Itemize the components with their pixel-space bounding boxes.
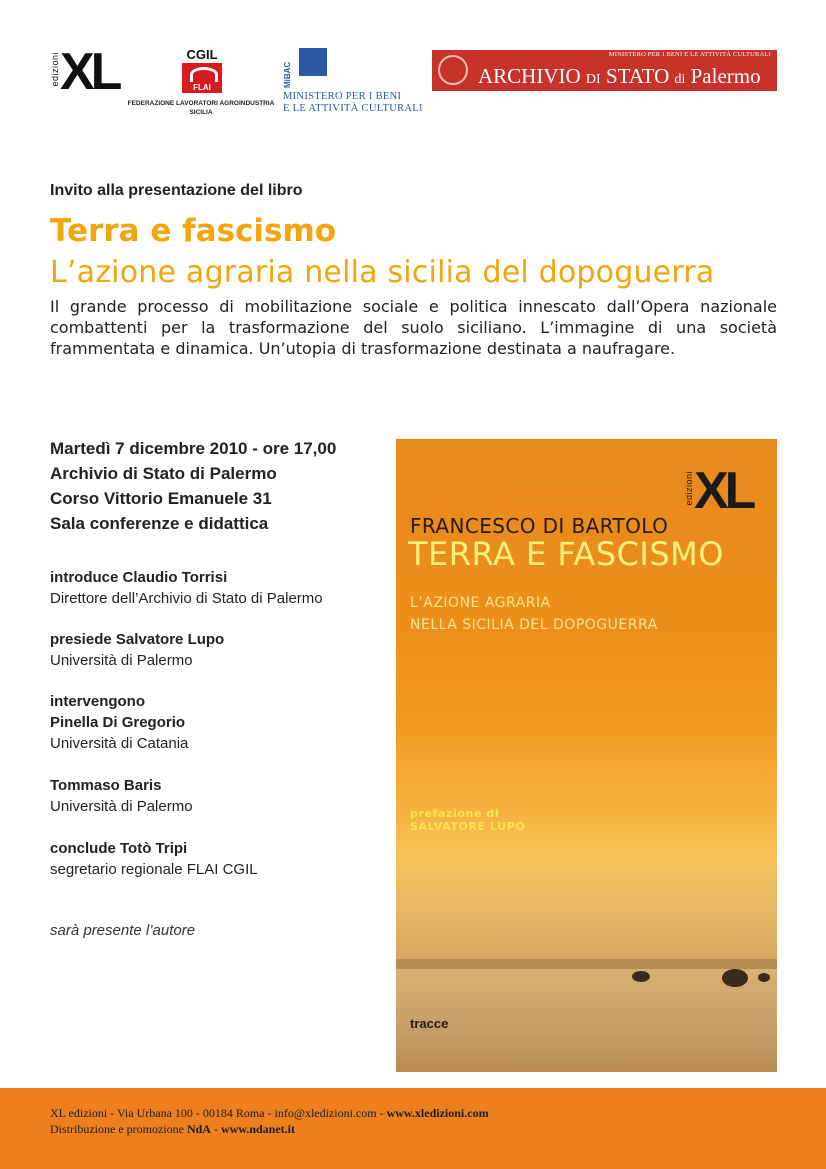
event-details — [50, 436, 336, 536]
cgil-caption — [126, 99, 276, 117]
cgil-flai-logo — [126, 48, 276, 120]
invitation-heading: Invito alla presentazione del libro — [50, 182, 303, 199]
cover-subtitle — [410, 592, 658, 636]
event-address: Corso Vittorio Emanuele 31 — [50, 489, 272, 508]
speaker-introduce — [50, 567, 323, 609]
speaker-baris — [50, 775, 193, 817]
mibac-vertical-text: MiBAC — [283, 61, 292, 88]
speaker-affiliation: Direttore dell’Archivio di Stato di Palermo — [50, 590, 323, 607]
cgil-name: CGIL — [186, 47, 218, 62]
cgil-emblem-icon — [182, 63, 222, 93]
cover-preface-label: prefazione di — [410, 807, 500, 820]
author-present-note: sarà presente l’autore — [50, 922, 196, 939]
footer-bar — [0, 1088, 826, 1169]
footer-link-ndanet[interactable]: www.ndanet.it — [220, 1122, 295, 1136]
speaker-name: Tommaso Baris — [50, 777, 162, 794]
cover-subtitle-line2: NELLA SICILIA DEL DOPOGUERRA — [410, 617, 658, 633]
book-title: Terra e fascismo — [50, 213, 337, 249]
xl-edizioni-logo — [50, 43, 119, 106]
cover-author: FRANCESCO DI BARTOLO — [410, 514, 669, 538]
mibac-logo — [283, 48, 423, 118]
speaker-name: Pinella Di Gregorio — [50, 714, 186, 731]
speaker-intervengono — [50, 691, 188, 754]
archivio-name: ARCHIVIO DI STATO di Palermo — [478, 64, 761, 88]
archivio-stato-logo — [432, 50, 777, 91]
speaker-presiede — [50, 629, 224, 671]
tree-icon — [758, 973, 770, 982]
archivio-ministry-text: MINISTERO PER I BENI E LE ATTIVITÀ CULTURALI — [608, 51, 771, 58]
cover-title: TERRA E FASCISMO — [408, 535, 724, 573]
cover-series: tracce — [410, 1016, 449, 1031]
cgil-flai-text: FLAI — [193, 83, 211, 92]
book-subtitle: L’azione agraria nella sicilia del dopoguerra — [50, 255, 715, 290]
logo-edizioni-text: edizioni — [50, 52, 60, 87]
footer-nda: NdA — [186, 1122, 211, 1136]
archivio-seal-icon — [438, 55, 468, 85]
footer-distribution-text: Distribuzione e promozione — [50, 1122, 187, 1136]
speaker-role: intervengono — [50, 693, 146, 710]
speaker-affiliation: Università di Palermo — [50, 798, 193, 815]
cover-xl-logo — [684, 462, 754, 525]
speaker-role: presiede Salvatore Lupo — [50, 631, 225, 648]
speaker-affiliation: Università di Palermo — [50, 652, 193, 669]
cover-edizioni-text: edizioni — [684, 471, 694, 506]
logo-xl-mark: XL — [60, 43, 119, 101]
speaker-affiliation: Università di Catania — [50, 735, 189, 752]
event-room: Sala conferenze e didattica — [50, 514, 269, 533]
cover-subtitle-line1: L’AZIONE AGRARIA — [410, 595, 551, 611]
cgil-caption-line2: SICILIA — [189, 109, 213, 116]
speaker-affiliation: segretario regionale FLAI CGIL — [50, 861, 258, 878]
speaker-conclude — [50, 838, 258, 880]
cgil-caption-line1: FEDERAZIONE LAVORATORI AGROINDUSTRIA — [127, 100, 275, 107]
cover-field — [396, 969, 777, 1072]
speaker-role: introduce Claudio Torrisi — [50, 569, 228, 586]
event-place: Archivio di Stato di Palermo — [50, 464, 277, 483]
mibac-emblem-icon — [299, 48, 327, 76]
footer-publisher-info: XL edizioni - Via Urbana 100 - 00184 Roma - info@xledizioni.com - — [50, 1106, 387, 1120]
book-blurb: Il grande processo di mobilitazione sociale e politica innescato dall’Opera nazionale combattenti per la trasformazione del suolo siciliano. L’immagine di una società frammentata e dinamica. Un’utopia di trasformazione destinata a naufragare. — [50, 297, 777, 358]
cover-preface — [410, 807, 525, 833]
book-cover — [396, 439, 777, 1072]
cover-xl-mark: XL — [694, 462, 753, 520]
speaker-role: conclude Totò Tripi — [50, 840, 188, 857]
footer-line2: Distribuzione e promozione NdA - www.ndanet.it — [50, 1122, 295, 1136]
cover-preface-author: SALVATORE LUPO — [410, 820, 526, 833]
mibac-line2: E LE ATTIVITÀ CULTURALI — [283, 103, 423, 114]
tree-icon — [632, 971, 650, 982]
footer-link-xledizioni[interactable]: www.xledizioni.com — [386, 1106, 489, 1120]
event-date: Martedì 7 dicembre 2010 - ore 17,00 — [50, 439, 337, 458]
tree-icon — [722, 969, 748, 987]
mibac-line1: MINISTERO PER I BENI — [283, 91, 402, 102]
footer-line1 — [50, 1106, 489, 1121]
mibac-text — [283, 91, 423, 115]
